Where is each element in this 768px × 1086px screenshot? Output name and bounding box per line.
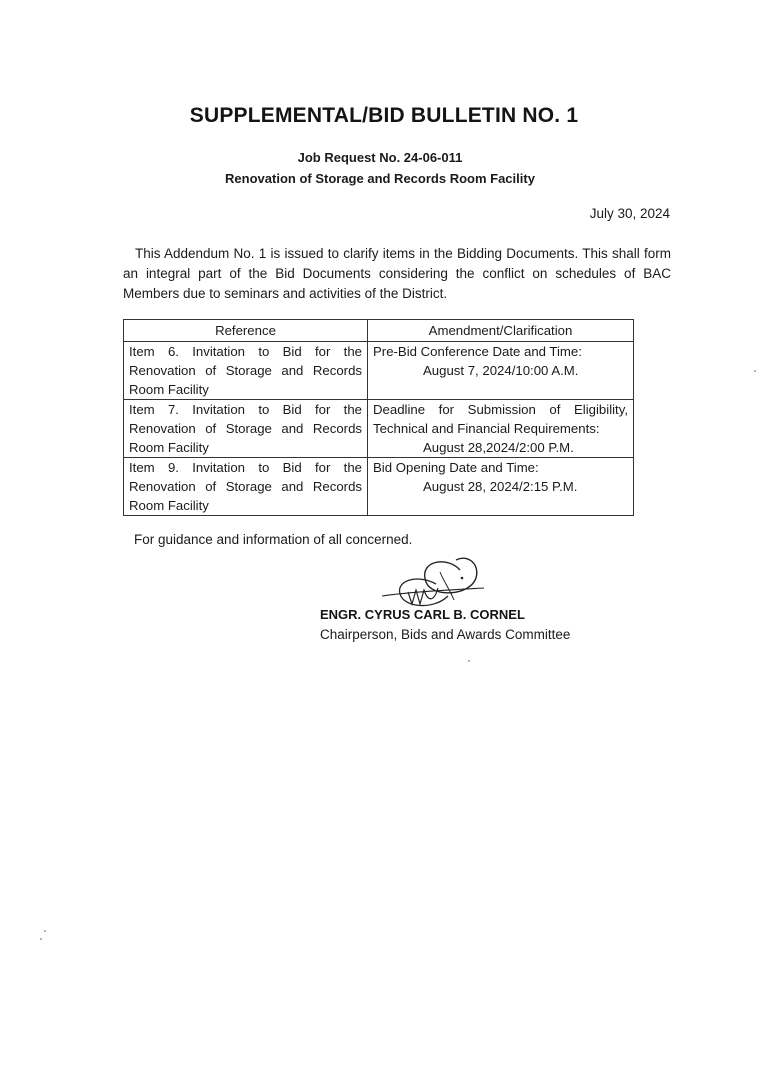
amendment-value: August 7, 2024/10:00 A.M.	[423, 363, 579, 378]
amendment-table	[123, 319, 634, 516]
job-request-number: Job Request No. 24-06-011	[297, 150, 463, 165]
project-name: Renovation of Storage and Records Room Facility	[225, 171, 535, 186]
amendment-cell	[368, 400, 634, 458]
closing-text: For guidance and information of all concerned.	[134, 532, 413, 547]
header-amendment: Amendment/Clarification	[368, 320, 634, 342]
bulletin-date: July 30, 2024	[589, 206, 670, 221]
amendment-cell	[368, 458, 634, 516]
reference-cell: Item 7. Invitation to Bid for the Renovation of Storage and Records Room Facility	[124, 400, 368, 458]
intro-paragraph: This Addendum No. 1 is issued to clarify items in the Bidding Documents. This shall form an integral part of the Bid Documents considering the conflict on schedules of BAC Members due to seminars and activities of the District.	[123, 246, 671, 301]
scan-speck	[40, 938, 42, 940]
table-row	[124, 458, 634, 516]
amendment-label: Pre-Bid Conference Date and Time:	[373, 344, 582, 359]
scan-speck	[754, 370, 756, 372]
table-row	[124, 342, 634, 400]
header-reference: Reference	[124, 320, 368, 342]
reference-cell: Item 9. Invitation to Bid for the Renovation of Storage and Records Room Facility	[124, 458, 368, 516]
signatory-position: Chairperson, Bids and Awards Committee	[320, 627, 571, 642]
amendment-value: August 28,2024/2:00 P.M.	[423, 440, 574, 455]
bulletin-title: SUPPLEMENTAL/BID BULLETIN NO. 1	[189, 104, 579, 127]
scan-speck	[44, 930, 46, 932]
table-header-row	[124, 320, 634, 342]
reference-cell: Item 6. Invitation to Bid for the Renovation of Storage and Records Room Facility	[124, 342, 368, 400]
amendment-label: Deadline for Submission of Eligibility, Technical and Financial Requirements:	[373, 402, 628, 436]
signatory-name: ENGR. CYRUS CARL B. CORNEL	[320, 607, 525, 622]
amendment-cell	[368, 342, 634, 400]
scan-speck	[468, 660, 470, 662]
amendment-value: August 28, 2024/2:15 P.M.	[423, 479, 578, 494]
table-row	[124, 400, 634, 458]
amendment-label: Bid Opening Date and Time:	[373, 460, 539, 475]
